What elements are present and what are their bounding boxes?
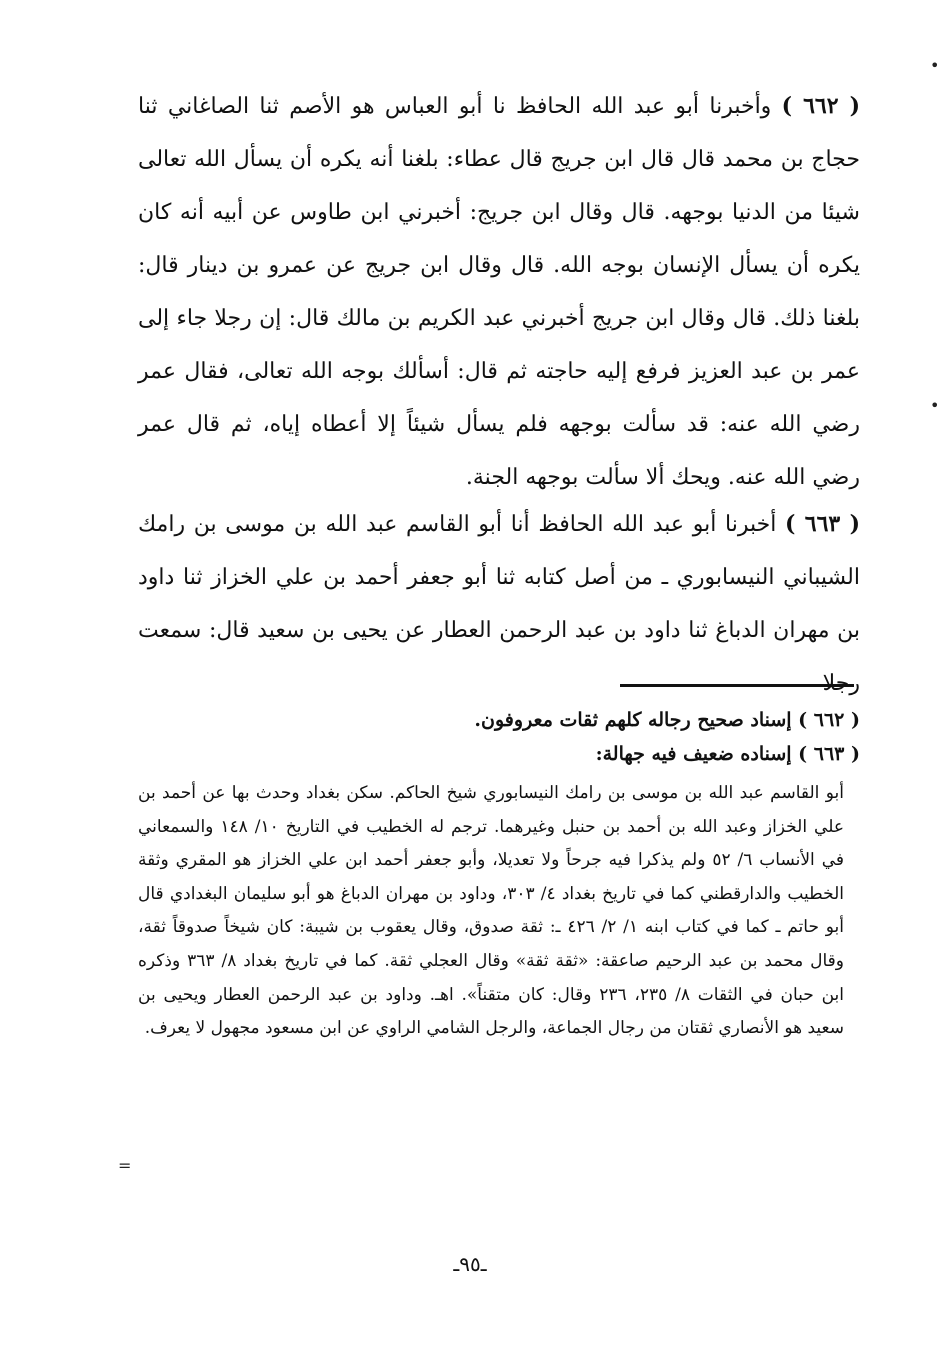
margin-dot-mark: • <box>930 396 940 415</box>
hadith-number: ( ٦٦٢ ) <box>781 93 860 119</box>
footnote-662: ( ٦٦٢ ) إسناد صحيح رجاله كلهم ثقات معروفون. <box>474 709 860 731</box>
footnote-separator <box>620 684 854 687</box>
hadith-paragraph-663 <box>138 498 860 710</box>
page-number: ـ٩٥ـ <box>453 1252 487 1276</box>
hadith-text: وأخبرنا أبو عبد الله الحافظ نا أبو العباس هو الأصم ثنا الصاغاني ثنا حجاج بن محمد قال قال ابن جريج قال عطاء: بلغنا أنه يكره أن يسأل الله تعالى شيئا من الدنيا بوجهه. قال وقال ابن جريج: أخبرني ابن طاوس عن أبيه أنه كان يكره أن يسأل الإنسان بوجه الله. قال وقال ابن جريج عن عمرو بن دينار قال: بلغنا ذلك. قال وقال ابن جريج أخبرني عبد الكريم بن مالك قال: إن رجلا جاء إلى عمر بن عبد العزيز فرفع إليه حاجته ثم قال: أسألك بوجه الله تعالى، فقال عمر رضي الله عنه: قد سألت بوجهه فلم يسأل شيئاً إلا أعطاه إياه، ثم قال عمر رضي الله عنه. ويحك ألا سألت بوجهه الجنة. <box>138 94 861 490</box>
margin-dot-mark: • <box>930 56 940 75</box>
footnotes <box>138 703 860 1046</box>
footnote-663-heading: ( ٦٦٣ ) إسناده ضعيف فيه جهالة: <box>595 743 860 765</box>
footnote-663-body: أبو القاسم عبد الله بن موسى بن رامك النيسابوري شيخ الحاكم. سكن بغداد وحدث بها عن أحمد بن علي الخزاز وعبد الله بن أحمد بن حنبل وغيرهما. ترجم له الخطيب في التاريخ ١٠/ ١٤٨ والسمعاني في الأنساب ٦/ ٥٢ ولم يذكرا فيه جرحاً ولا تعديلا، وأبو جعفر أحمد ابن علي الخزاز هو المقري وثقة الخطيب والدارقطني كما في تاريخ بغداد ٤/ ٣٠٣، وداود بن مهران الدباغ هو أبو سليمان البغدادي قال أبو حاتم ـ كما في كتاب ابنه ١/ ٢/ ٤٢٦ ـ: ثقة صدوق، وقال يعقوب بن شيبة: كان شيخاً صدوقاً ثقة، وقال محمد بن عبد الرحيم صاعقة: «ثقة ثقة» وقال العجلي ثقة. كما في تاريخ بغداد ٨/ ٣٦٣ وذكره ابن حبان في الثقات ٨/ ٢٣٥، ٢٣٦ وقال: كان متقناً». اهـ. وداود بن عبد الرحمن العطار ويحيى بن سعيد هو الأنصاري ثقتان من رجال الجماعة، والرجل الشامي الراوي عن ابن مسعود مجهول لا يعرف. <box>138 783 844 1039</box>
hadith-text: أخبرنا أبو عبد الله الحافظ أنا أبو القاسم عبد الله بن موسى بن رامك الشيباني النيسابوري ـ من أصل كتابه ثنا أبو جعفر أحمد بن علي الخزاز ثنا داود بن مهران الدباغ ثنا داود بن عبد الرحمن العطار عن يحيى بن سعيد قال: سمعت رجلا <box>138 512 860 696</box>
margin-equals-mark: = <box>118 1156 132 1175</box>
hadith-paragraph-662 <box>138 80 860 504</box>
hadith-number: ( ٦٦٣ ) <box>785 511 860 537</box>
